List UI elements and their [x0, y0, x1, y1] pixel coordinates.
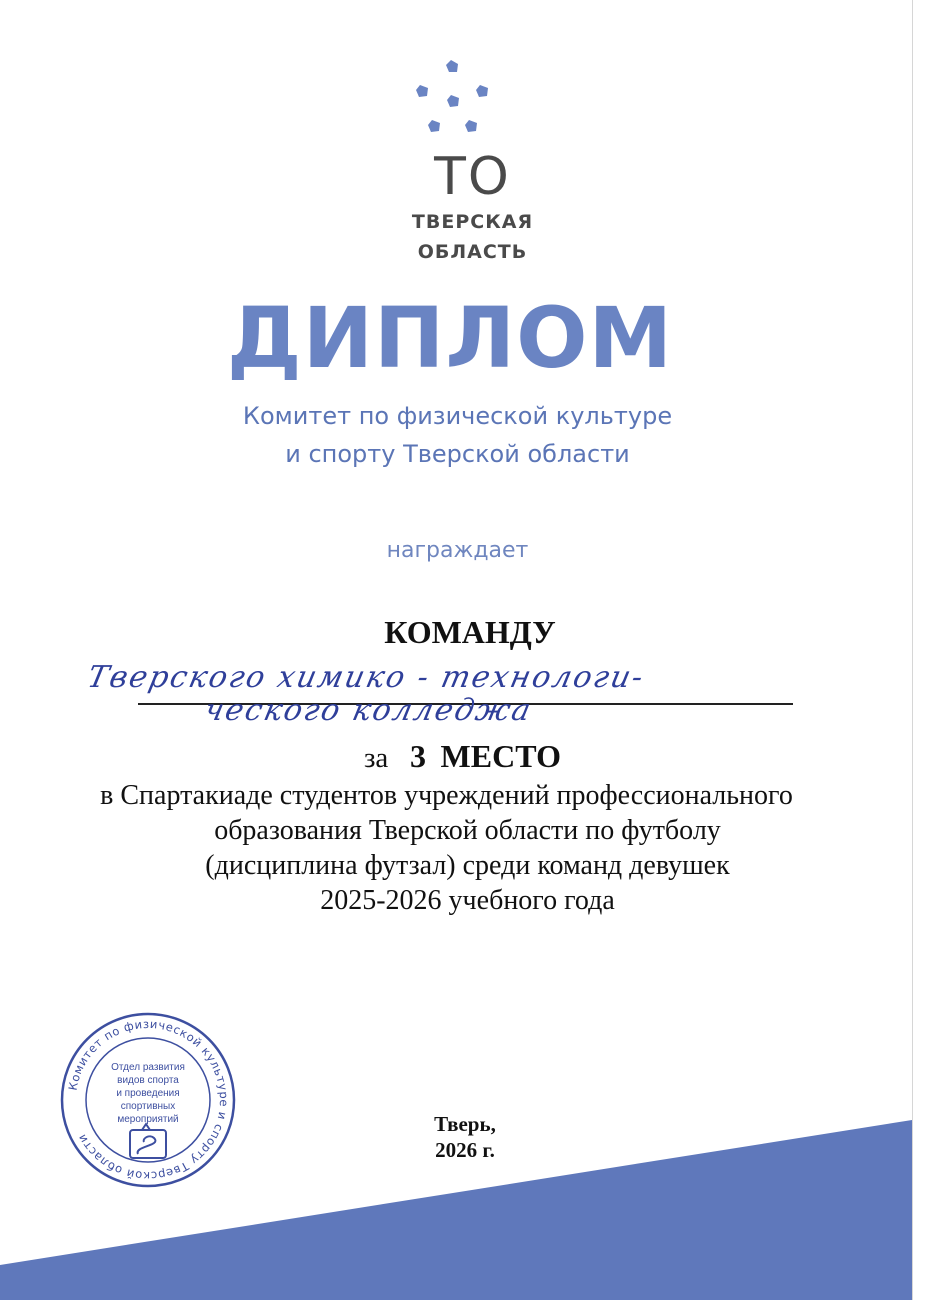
- snowflake-dots-icon: [405, 55, 505, 145]
- logo-region-line1: ТВЕРСКАЯ: [411, 211, 534, 233]
- body-line2: образования Тверской области по футболу: [214, 815, 721, 846]
- year-text: 2026 г.: [435, 1138, 495, 1162]
- handwritten-recipient-line2: ческого колледжа: [201, 693, 536, 728]
- logo-region-line2: ОБЛАСТЬ: [417, 241, 528, 263]
- logo-abbreviation: ТО: [434, 147, 511, 207]
- place-number: 3: [410, 738, 427, 774]
- stamp-inner-line4: спортивных: [120, 1101, 176, 1112]
- stamp-inner-line2: видов спорта: [117, 1075, 179, 1086]
- stamp-inner-line1: Отдел развития: [111, 1062, 185, 1073]
- body-line1: в Спартакиаде студентов учреждений профессионального: [100, 780, 793, 811]
- stamp-inner-line5: мероприятий: [117, 1114, 179, 1125]
- handwritten-recipient-line1: Тверского химико - технологи-: [84, 660, 649, 695]
- awards-text: награждает: [386, 538, 529, 563]
- committee-line2: и спорту Тверской области: [285, 440, 630, 468]
- diploma-title: ДИПЛОМ: [226, 289, 674, 387]
- place-word: МЕСТО: [440, 738, 562, 774]
- stamp-emblem-icon: [130, 1124, 166, 1158]
- city-text: Тверь,: [434, 1112, 496, 1136]
- body-line3: (дисциплина футзал) среди команд девушек: [205, 850, 730, 881]
- committee-line1: Комитет по физической культуре: [242, 402, 673, 430]
- body-line4: 2025-2026 учебного года: [320, 885, 615, 916]
- official-stamp: [58, 1010, 238, 1190]
- stamp-inner-line3: и проведения: [116, 1088, 180, 1099]
- recipient-heading: КОМАНДУ: [384, 614, 556, 650]
- stamp-outer-text: Комитет по физической культуре и спорту Тверской области: [65, 1016, 232, 1184]
- place-prefix: за: [363, 742, 389, 774]
- place-line: [0, 738, 925, 775]
